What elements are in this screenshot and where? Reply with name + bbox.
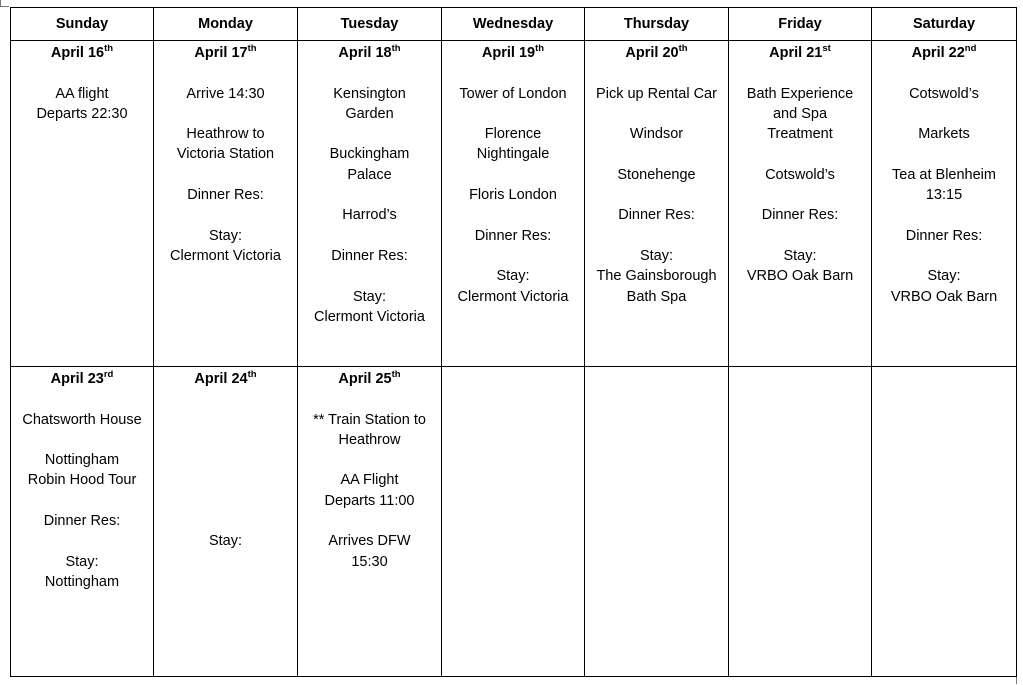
day-cell — [442, 41, 585, 367]
weekday-header-tuesday: Tuesday — [298, 8, 442, 41]
day-date — [11, 41, 153, 63]
day-entry: Floris London — [469, 187, 557, 204]
day-entry — [154, 450, 297, 470]
day-entry: Stay: The Gainsborough Bath Spa — [596, 247, 717, 305]
day-entry: Dinner Res: — [761, 207, 839, 224]
day-entry: Dinner Res: — [331, 247, 408, 264]
day-date — [442, 41, 584, 63]
day-entry: Tower of London — [459, 85, 567, 102]
day-cell — [872, 367, 1017, 677]
day-date-suffix: nd — [964, 43, 977, 55]
day-entry — [154, 410, 297, 430]
day-date-text: April 19 — [481, 45, 536, 61]
day-entry: Cotswold’s — [765, 166, 835, 183]
day-entry: Harrod’s — [342, 207, 397, 224]
day-cell — [729, 367, 872, 677]
weekday-header-saturday: Saturday — [872, 8, 1017, 41]
day-entry — [154, 491, 297, 511]
weekday-header-monday: Monday — [154, 8, 298, 41]
day-entry: Windsor — [629, 126, 684, 143]
day-entry: Heathrow to Victoria Station — [176, 126, 275, 163]
day-date — [298, 41, 441, 63]
day-entry: Stay: — [208, 533, 243, 550]
day-date-suffix: th — [391, 43, 401, 55]
day-date-text: April 21 — [769, 45, 823, 61]
day-entry: Stay: VRBO Oak Barn — [746, 247, 854, 285]
weekday-header-thursday: Thursday — [585, 8, 729, 41]
day-date-suffix: th — [247, 369, 257, 381]
page-corner-mark — [0, 0, 9, 7]
day-date — [154, 367, 297, 389]
day-date-text: April 16 — [50, 45, 105, 61]
day-entry: Buckingham Palace — [329, 146, 410, 183]
day-entry: Arrives DFW 15:30 — [328, 533, 411, 570]
day-date-text: April 20 — [625, 45, 679, 61]
day-entry: Kensington Garden — [333, 85, 406, 122]
day-date-suffix: th — [391, 369, 401, 381]
day-date-text: April 23 — [50, 371, 104, 387]
day-date-text: April 18 — [338, 45, 392, 61]
day-cell — [298, 41, 442, 367]
day-date-text: April 25 — [338, 371, 392, 387]
day-date — [729, 41, 871, 63]
day-cell — [298, 367, 442, 677]
day-date-suffix: th — [535, 43, 545, 55]
day-date — [872, 41, 1016, 63]
day-entry: Nottingham Robin Hood Tour — [27, 452, 137, 489]
day-entry: Dinner Res: — [187, 187, 264, 204]
weekday-header-friday: Friday — [729, 8, 872, 41]
day-entry: Stonehenge — [617, 166, 696, 183]
week-row — [11, 41, 1017, 367]
day-entry: Bath Experience and Spa Treatment — [746, 85, 854, 143]
day-cell — [154, 367, 298, 677]
day-cell — [442, 367, 585, 677]
day-entry: Stay: Clermont Victoria — [457, 268, 569, 305]
day-entry: Stay: Clermont Victoria — [170, 227, 281, 264]
day-entry: AA Flight Departs 11:00 — [324, 472, 415, 509]
weekday-header-row — [11, 8, 1017, 41]
day-entry: Tea at Blenheim 13:15 — [892, 166, 996, 204]
day-cell — [585, 367, 729, 677]
day-entry: Markets — [918, 126, 970, 143]
day-cell — [154, 41, 298, 367]
day-entry: Florence Nightingale — [476, 126, 550, 163]
day-entry: Pick up Rental Car — [596, 85, 717, 102]
day-cell — [729, 41, 872, 367]
week-row — [11, 367, 1017, 677]
day-date-text: April 24 — [194, 371, 248, 387]
itinerary-calendar — [10, 7, 1017, 677]
weekday-header-sunday: Sunday — [11, 8, 154, 41]
day-date — [11, 367, 153, 389]
day-entry: Dinner Res: — [905, 227, 983, 244]
day-cell — [872, 41, 1017, 367]
day-entry: Dinner Res: — [474, 227, 552, 244]
day-entry: Cotswold’s — [909, 85, 979, 102]
day-entry: Arrive 14:30 — [186, 85, 265, 102]
day-date — [154, 41, 297, 63]
day-date-suffix: st — [822, 43, 831, 55]
day-date-suffix: th — [247, 43, 257, 55]
day-date — [585, 41, 728, 63]
day-entry: Dinner Res: — [618, 207, 695, 224]
page-edge-mark — [1016, 676, 1023, 684]
weekday-header-wednesday: Wednesday — [442, 8, 585, 41]
day-entry: Chatsworth House — [22, 411, 142, 428]
day-date-text: April 17 — [194, 45, 248, 61]
day-date-suffix: th — [678, 43, 688, 55]
day-cell — [11, 41, 154, 367]
day-entry: Dinner Res: — [43, 513, 121, 530]
day-cell — [585, 41, 729, 367]
day-date-suffix: rd — [103, 369, 114, 381]
day-date — [298, 367, 441, 389]
day-date-suffix: th — [104, 43, 114, 55]
day-entry: Stay: VRBO Oak Barn — [890, 268, 998, 305]
day-date-text: April 22 — [911, 45, 965, 61]
day-cell — [11, 367, 154, 677]
day-entry: ** Train Station to Heathrow — [313, 411, 426, 448]
day-entry: Stay: Nottingham — [44, 553, 120, 590]
day-entry: AA flight Departs 22:30 — [36, 85, 128, 122]
day-entry: Stay: Clermont Victoria — [314, 288, 425, 325]
